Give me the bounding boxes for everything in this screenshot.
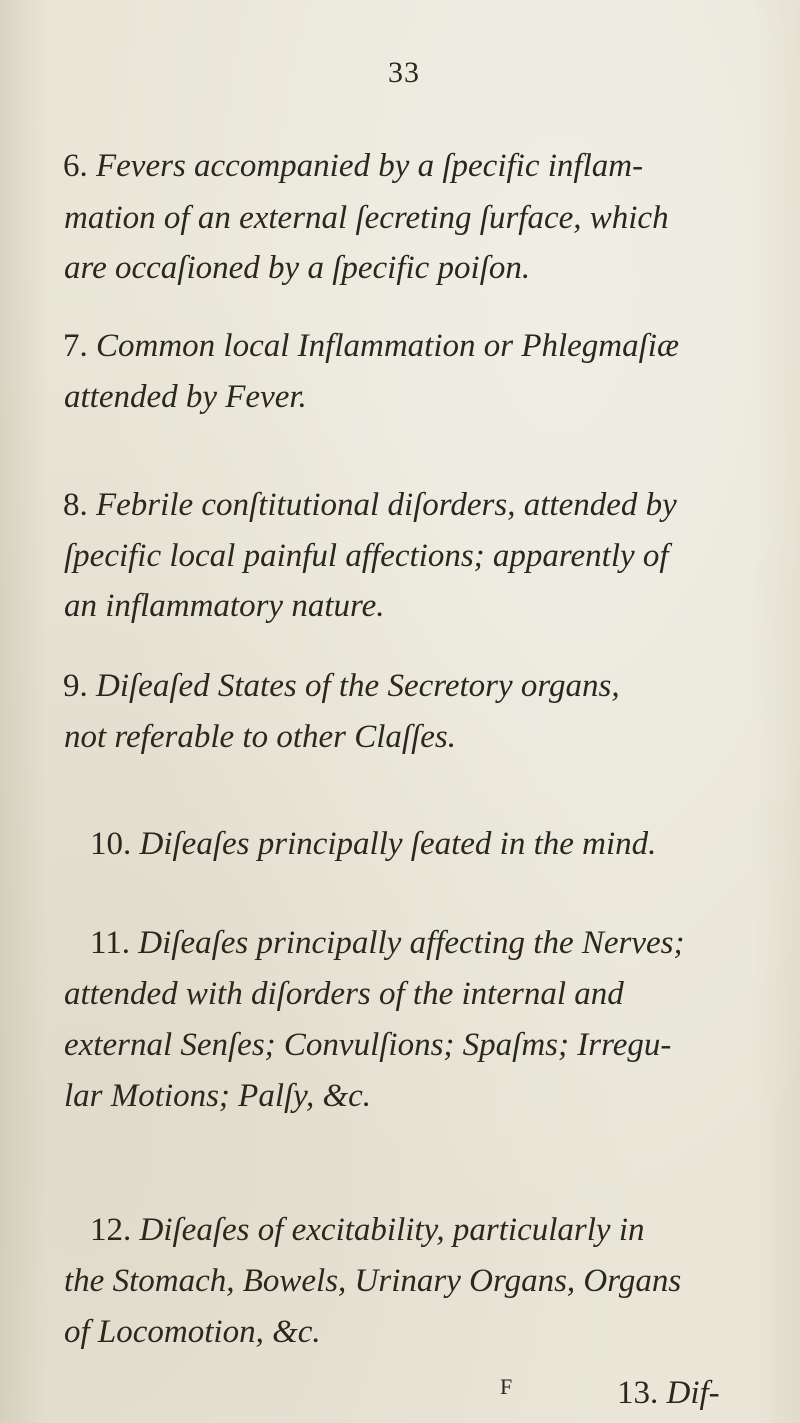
entry-12-line-3: of Locomotion, &c. [64,1314,321,1350]
entry-9-text-1: Diſeaſed States of the Secretory organs, [96,668,620,704]
signature-mark: F [500,1374,513,1399]
entry-11-line-4: lar Motions; Palſy, &c. [64,1078,372,1114]
entry-11-number: 11. [90,925,131,961]
entry-8-line-2: ſpecific local painful affections; apparently of [64,538,669,574]
entry-7-line-1 [63,321,679,372]
entry-10-number: 10. [90,826,132,862]
entry-8-line-1 [63,480,677,531]
entry-7-number: 7. [63,328,88,364]
entry-10-line-1 [90,819,656,870]
entry-11-line-3: external Senſes; Convulſions; Spaſms; Irregu- [64,1027,672,1063]
entry-6-line-2: mation of an external ſecreting ſurface, which [64,200,669,236]
entry-9-line-2: not referable to other Claſſes. [64,719,456,755]
entry-11-line-1 [90,918,684,969]
entry-9-number: 9. [63,668,88,704]
entry-6-line-3: are occaſioned by a ſpecific poiſon. [64,250,531,286]
entry-6-number: 6. [63,148,88,184]
catchword-number: 13. [617,1375,659,1411]
entry-10-text-1: Diſeaſes principally ſeated in the mind. [139,826,657,862]
entry-12-line-1 [90,1205,645,1256]
page-number: 33 [388,56,420,89]
entry-7-line-2: attended by Fever. [64,379,307,415]
entry-11-text-1: Diſeaſes principally affecting the Nerves; [138,925,685,961]
entry-12-line-2: the Stomach, Bowels, Urinary Organs, Organs [64,1263,682,1299]
catchword [617,1368,720,1419]
entry-6-line-1 [63,141,643,192]
catchword-word: Dif- [666,1375,720,1411]
entry-8-text-1: Febrile conſtitutional diſorders, attended by [96,487,677,523]
entry-8-line-3: an inflammatory nature. [64,588,385,624]
entry-6-text-1: Fevers accompanied by a ſpecific inflam- [96,148,644,184]
entry-8-number: 8. [63,487,88,523]
entry-7-text-1: Common local Inflammation or Phlegmaſiæ [96,328,679,364]
entry-12-text-1: Diſeaſes of excitability, particularly in [139,1212,645,1248]
entry-9-line-1 [63,661,620,712]
entry-11-line-2: attended with diſorders of the internal and [64,976,624,1012]
entry-12-number: 12. [90,1212,132,1248]
